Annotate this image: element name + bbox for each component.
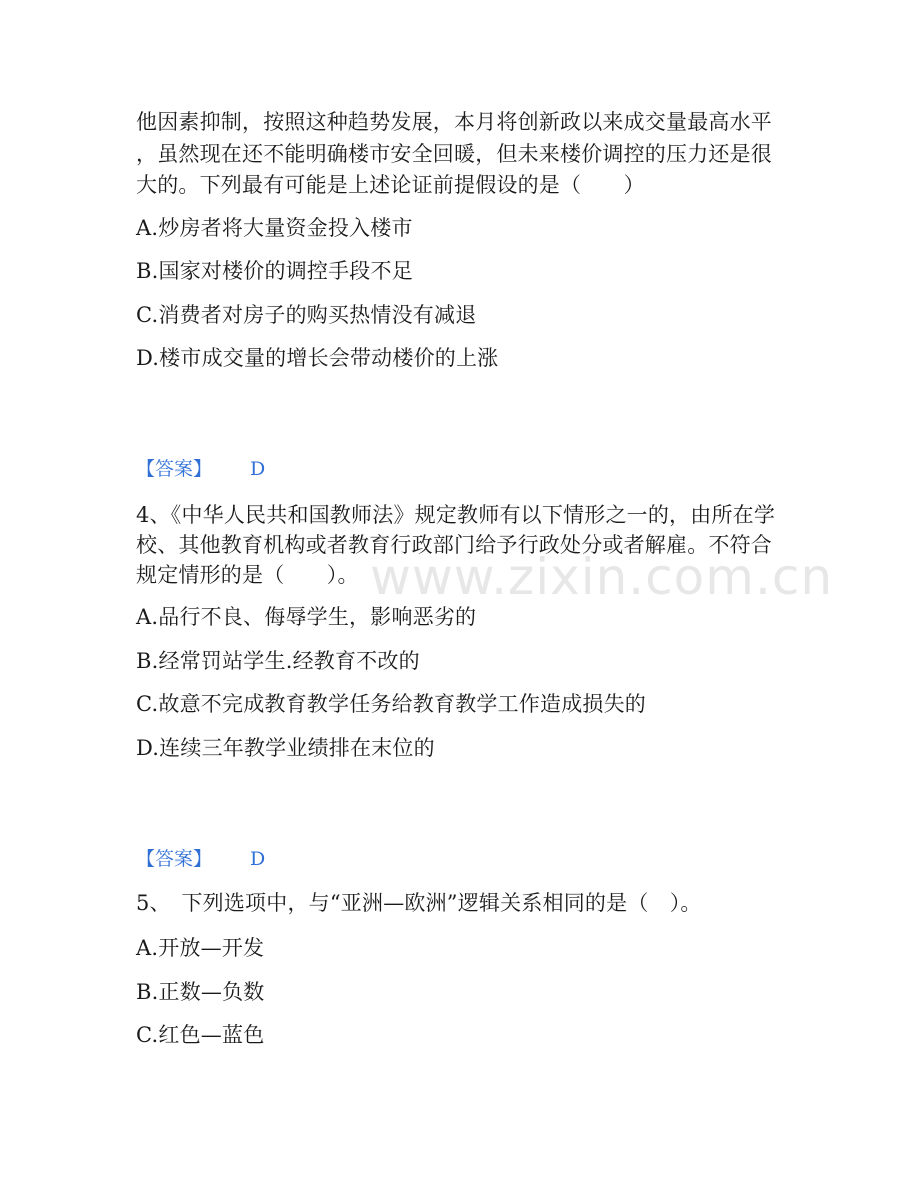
q3-option-c: C.消费者对房子的购买热情没有减退: [136, 303, 477, 327]
q5-stem-line-1: 5、 下列选项中，与“亚洲—欧洲”逻辑关系相同的是（ ）。: [136, 891, 702, 915]
q4-stem-line-2: 校、其他教育机构或者教育行政部门给予行政处分或者解雇。不符合: [136, 533, 772, 557]
answer-value: D: [250, 848, 266, 870]
q3-stem-line-2: ，虽然现在还不能明确楼市安全回暖，但未来楼价调控的压力还是很: [136, 142, 772, 166]
q3-answer: [136, 455, 265, 483]
answer-label: 【答案】: [136, 848, 213, 870]
q5-option-a: A.开放—开发: [136, 936, 265, 960]
q4-option-c: C.故意不完成教育教学任务给教育教学工作造成损失的: [136, 692, 646, 716]
q4-stem-line-1: 4、《中华人民共和国教师法》规定教师有以下情形之一的，由所在学: [136, 503, 776, 527]
answer-value: D: [250, 458, 266, 480]
q3-option-b: B.国家对楼价的调控手段不足: [136, 259, 413, 283]
q4-answer: [136, 845, 265, 873]
q3-option-a: A.炒房者将大量资金投入楼市: [136, 216, 413, 240]
q4-option-a: A.品行不良、侮辱学生，影响恶劣的: [136, 605, 477, 629]
q4-stem-line-3: 规定情形的是（ ）。: [136, 563, 359, 587]
watermark: www.zixin.com.cn: [370, 548, 834, 606]
q3-stem-line-3: 大的。下列最有可能是上述论证前提假设的是（ ）: [136, 173, 645, 197]
q3-stem-line-1: 他因素抑制，按照这种趋势发展，本月将创新政以来成交量最高水平: [136, 110, 772, 134]
q4-option-d: D.连续三年教学业绩排在末位的: [136, 736, 435, 760]
q3-option-d: D.楼市成交量的增长会带动楼价的上涨: [136, 346, 499, 370]
q5-option-b: B.正数—负数: [136, 980, 265, 1004]
q4-option-b: B.经常罚站学生.经教育不改的: [136, 649, 420, 673]
answer-label: 【答案】: [136, 458, 213, 480]
q5-option-c: C.红色—蓝色: [136, 1023, 265, 1047]
